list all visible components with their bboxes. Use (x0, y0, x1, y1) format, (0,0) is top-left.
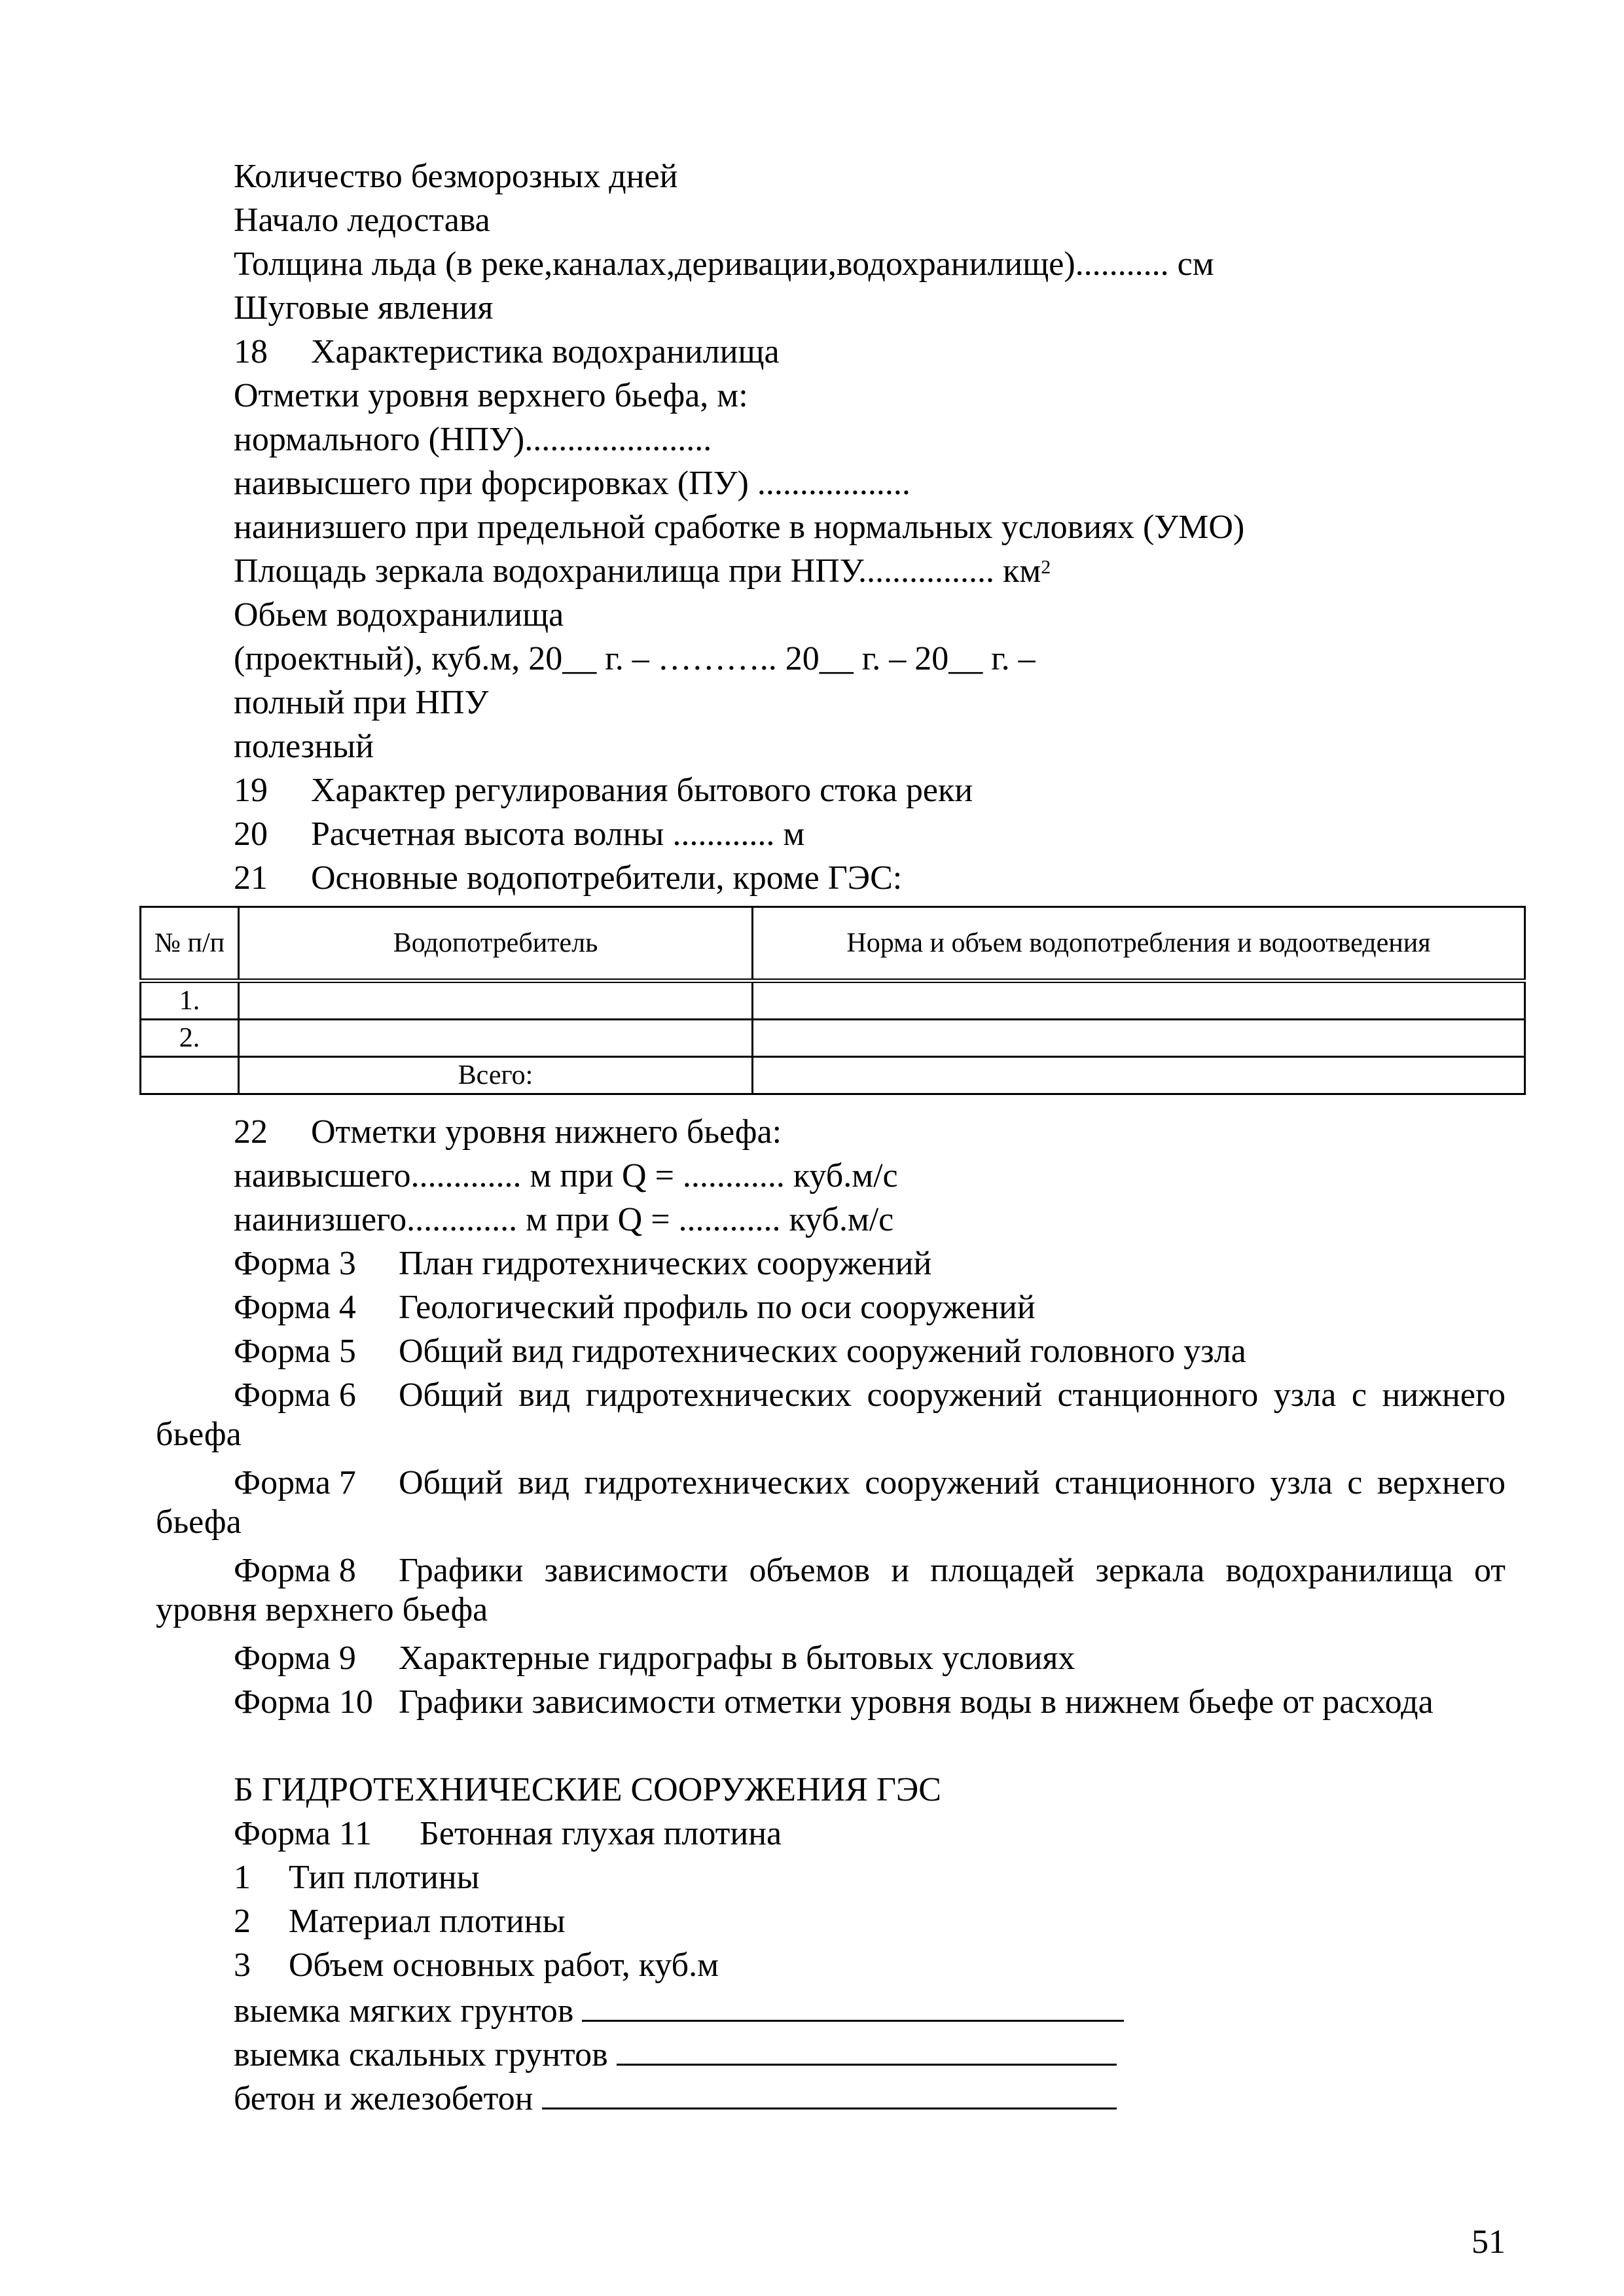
rock-soil-line (234, 2034, 1117, 2075)
form-6-paragraph (156, 1376, 1506, 1454)
form-title: План гидротехнических сооружений (399, 1245, 932, 1282)
item-title: Объем основных работ, куб.м (289, 1946, 719, 1984)
item-2-line (234, 1902, 566, 1941)
item-3-line (234, 1946, 719, 1985)
section-number: 22 (234, 1113, 268, 1151)
line-design-volume: (проектный), куб.м, 20__ г. – ……….. 20__ г. – 20__ г. – (234, 640, 1036, 677)
row-number: 1. (141, 981, 239, 1020)
concrete-line (234, 2077, 1117, 2119)
section-title: Отметки уровня нижнего бьефа: (311, 1113, 782, 1151)
form-4-line (234, 1288, 1036, 1327)
line-useful-volume: полезный (234, 728, 374, 765)
line-full-volume: полный при НПУ (234, 684, 489, 721)
total-number-cell (141, 1057, 239, 1094)
form-number: Форма 5 (234, 1333, 356, 1370)
line-dead-level: наинизшего при предельной сработке в нормальных условиях (УМО) (234, 509, 1245, 546)
form-number: Форма 7 (234, 1464, 356, 1501)
section-number: 18 (234, 333, 268, 370)
row-norm-cell (753, 981, 1525, 1020)
total-norm-cell (753, 1057, 1525, 1094)
form-number: Форма 8 (234, 1552, 356, 1589)
line-freeze-start: Начало ледостава (234, 202, 490, 239)
line-lowest-tailwater: наинизшего............. м при Q = ............ куб.м/с (234, 1201, 894, 1238)
section-title: Расчетная высота волны ............ м (311, 816, 805, 853)
table-row (141, 981, 1525, 1020)
item-number: 2 (234, 1903, 251, 1940)
form-number: Форма 9 (234, 1640, 356, 1677)
section-title: Характер регулирования бытового стока реки (311, 772, 973, 809)
form-11-line (234, 1814, 782, 1854)
section-20-heading (234, 815, 804, 854)
form-number: Форма 4 (234, 1289, 356, 1326)
section-title: Характеристика водохранилища (311, 333, 780, 370)
row-consumer-cell (239, 1020, 753, 1057)
form-number: Форма 6 (234, 1376, 356, 1414)
line-ice-thickness: Толщина льда (в реке,каналах,деривации,водохранилище)........... см (234, 245, 1214, 283)
section-number: 21 (234, 859, 268, 897)
row-number: 2. (141, 1020, 239, 1057)
form-title: Общий вид гидротехнических сооружений станционного узла с нижнего бьефа (156, 1376, 1506, 1453)
fill-in-blank (542, 2077, 1117, 2109)
line-reservoir-area (234, 552, 1051, 591)
water-consumers-table (139, 906, 1526, 1095)
line-reservoir-volume: Обьем водохранилища (234, 596, 564, 634)
section-number: 20 (234, 816, 268, 853)
section-b-heading: Б ГИДРОТЕХНИЧЕСКИЕ СООРУЖЕНИЯ ГЭС (234, 1771, 941, 1808)
header-norm: Норма и объем водопотребления и водоотведения (753, 907, 1525, 981)
form-title: Геологический профиль по оси сооружений (399, 1289, 1036, 1326)
form-5-line (234, 1332, 1246, 1371)
line-forced-level: наивысшего при форсировках (ПУ) .................. (234, 465, 911, 502)
table-row (141, 1020, 1525, 1057)
form-number: Форма 11 (234, 1815, 372, 1852)
form-title: Общий вид гидротехнических сооружений головного узла (399, 1333, 1246, 1370)
total-label: Всего: (239, 1057, 753, 1094)
item-title: Тип плотины (289, 1859, 480, 1896)
line-normal-level: нормального (НПУ)...................... (234, 421, 712, 458)
form-title: Графики зависимости объемов и площадей зеркала водохранилища от уровня верхнего бьефа (156, 1552, 1506, 1628)
field-label: бетон и железобетон (234, 2080, 533, 2117)
superscript: 2 (1041, 556, 1051, 578)
table-total-row (141, 1057, 1525, 1094)
line-upper-pool-levels: Отметки уровня верхнего бьефа, м: (234, 377, 748, 414)
form-3-line (234, 1244, 931, 1283)
line-slush: Шуговые явления (234, 289, 494, 327)
form-10-paragraph (156, 1683, 1506, 1722)
soft-soil-line (234, 1990, 1124, 2031)
row-consumer-cell (239, 981, 753, 1020)
form-number: Форма 3 (234, 1245, 356, 1282)
fill-in-blank (582, 1990, 1124, 2022)
fill-in-blank (617, 2034, 1117, 2066)
section-19-heading (234, 771, 973, 810)
form-title: Характерные гидрографы в бытовых условиях (399, 1640, 1075, 1677)
form-9-line (234, 1639, 1075, 1678)
section-21-heading (234, 859, 902, 898)
line-frost-free-days: Количество безморозных дней (234, 158, 678, 195)
item-title: Материал плотины (289, 1903, 566, 1940)
item-1-line (234, 1858, 480, 1897)
item-number: 3 (234, 1946, 251, 1984)
table-header-row (141, 907, 1525, 981)
form-8-paragraph (156, 1551, 1506, 1630)
field-label: выемка скальных грунтов (234, 2036, 608, 2073)
page-number: 51 (1471, 2223, 1506, 2261)
form-title: Бетонная глухая плотина (420, 1815, 782, 1852)
reservoir-area-text: Площадь зеркала водохранилища при НПУ................ км (234, 552, 1041, 590)
item-number: 1 (234, 1859, 251, 1896)
form-title: Графики зависимости отметки уровня воды в нижнем бьефе от расхода (399, 1683, 1434, 1721)
line-highest-tailwater: наивысшего............. м при Q = ............ куб.м/с (234, 1157, 898, 1194)
section-18-heading (234, 332, 780, 372)
form-number: Форма 10 (234, 1683, 373, 1721)
header-number: № п/п (141, 907, 239, 981)
field-label: выемка мягких грунтов (234, 1992, 574, 2030)
section-22-heading (234, 1113, 782, 1152)
section-number: 19 (234, 772, 268, 809)
section-title: Основные водопотребители, кроме ГЭС: (311, 859, 903, 897)
row-norm-cell (753, 1020, 1525, 1057)
header-consumer: Водопотребитель (239, 907, 753, 981)
form-title: Общий вид гидротехнических сооружений станционного узла с верхнего бьефа (156, 1464, 1506, 1541)
form-7-paragraph (156, 1463, 1506, 1542)
